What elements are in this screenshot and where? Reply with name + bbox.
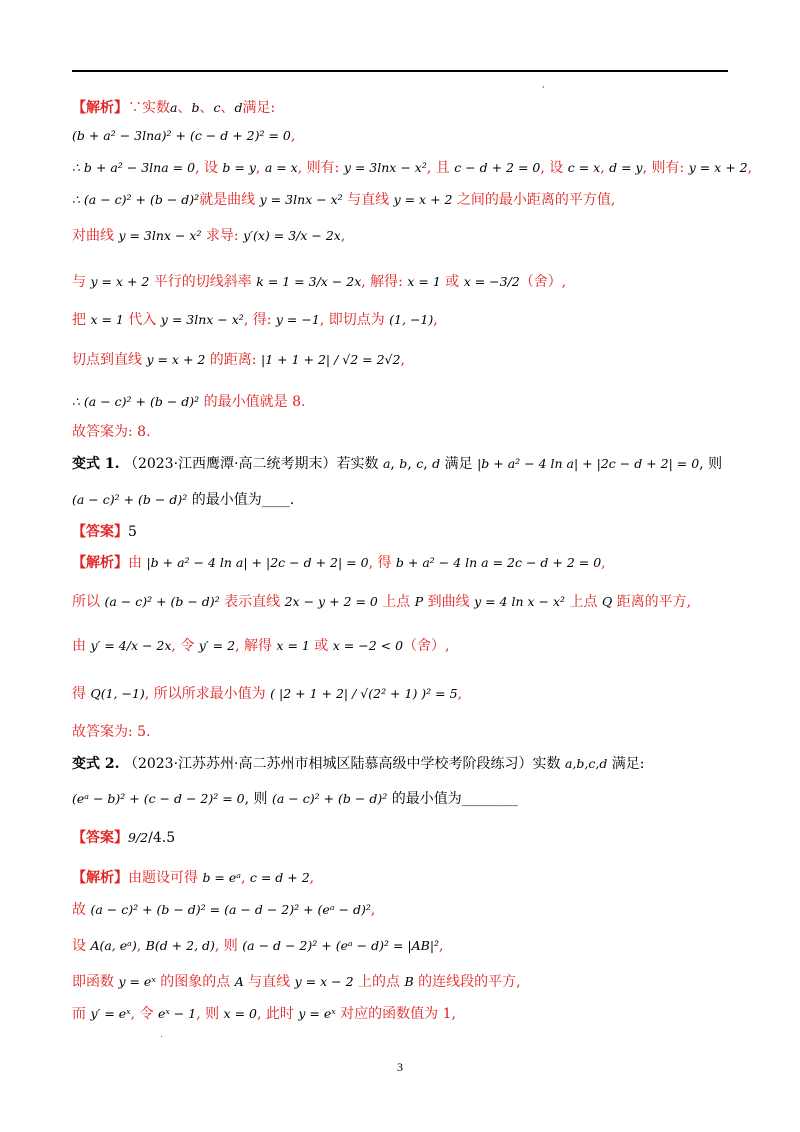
text-line [72, 972, 732, 992]
text-run: , [309, 870, 315, 886]
text-run: 所以 [72, 594, 105, 610]
math-expression: y′ = eˣ [90, 1006, 131, 1021]
text-run: 之间的最小距离的平方值, [452, 192, 616, 208]
math-expression: x = 1 [276, 638, 310, 653]
text-run: , [433, 312, 438, 328]
text-run: , 得: [243, 312, 276, 328]
math-expression: |b + a² − 4 ln a| + |2c − d + 2| = 0 [477, 456, 700, 471]
math-expression: (a − c)² + (b − d)² [72, 492, 188, 507]
math-expression: y′(x) = 3/x − 2x [243, 228, 341, 243]
text-run: 表示直线 [219, 594, 285, 610]
text-run: , [240, 870, 250, 886]
math-expression: y = x + 2 [146, 352, 206, 367]
text-line [72, 522, 732, 542]
text-run: （2023·江苏苏州·高二苏州市相城区陆慕高级中学校考阶段练习）实数 [119, 756, 565, 772]
math-expression: B [404, 974, 414, 989]
text-line [72, 272, 732, 292]
math-expression: y = x + 2 [90, 274, 150, 289]
math-expression: eˣ − 1 [157, 1006, 197, 1021]
math-expression: y = eˣ [298, 1006, 336, 1021]
math-expression: ∴ (a − c)² + (b − d)² [72, 192, 200, 207]
text-run: ∵实数 [128, 100, 170, 116]
text-run: , 则 [196, 1006, 224, 1022]
text-line [72, 553, 732, 573]
text-line [72, 754, 732, 774]
math-expression: c [213, 100, 221, 115]
header-rule [72, 70, 728, 72]
text-run: 、 [199, 100, 214, 116]
text-run: 故答案为: 8. [72, 424, 151, 440]
text-run: , [423, 456, 433, 472]
text-run: , [136, 938, 146, 954]
math-expression: x = −2 < 0 [332, 638, 404, 653]
math-expression: y′ = 4/x − 2x [90, 638, 172, 653]
text-run: 的距离: [205, 352, 261, 368]
text-run: , [390, 456, 400, 472]
text-run: , [370, 902, 376, 918]
text-run: 距离的平方, [612, 594, 692, 610]
text-run: 对应的函数值为 1, [335, 1006, 456, 1022]
math-expression: y = x − 2 [294, 974, 354, 989]
math-expression: x = 1 [407, 274, 441, 289]
text-run: 求导: [201, 228, 244, 244]
text-run: 得 [72, 686, 91, 702]
text-run: 【答案】 [72, 830, 128, 846]
text-run: 的最小值为________ [387, 791, 518, 807]
text-run: , 且 [426, 160, 455, 176]
math-expression: (b + a² − 3lna)² + (c − d + 2)² = 0 [72, 128, 291, 143]
text-line [72, 226, 732, 246]
text-line [72, 722, 732, 742]
math-expression: b [191, 100, 200, 115]
text-run: 对曲线 [72, 228, 119, 244]
text-run: 、 [177, 100, 192, 116]
text-run: , 令 [130, 1006, 158, 1022]
text-run: , 则 [214, 938, 243, 954]
text-run: 与直线 [243, 974, 295, 990]
text-run: 或 [440, 274, 464, 290]
math-expression: a [382, 456, 391, 471]
text-run: 5 [128, 524, 137, 540]
text-run: 而 [72, 1006, 91, 1022]
text-run: , [290, 128, 296, 144]
math-expression: Q(1, −1) [90, 686, 145, 701]
math-expression: A(a, eᵃ) [90, 938, 137, 953]
text-run: , [600, 160, 610, 176]
math-expression: y′ = 2 [198, 638, 236, 653]
text-line [72, 310, 732, 330]
math-expression: b + a² − 4 ln a = 2c − d + 2 = 0 [395, 555, 602, 570]
text-line [72, 1004, 732, 1024]
math-expression: y = x + 2 [688, 160, 748, 175]
text-run: 、 [220, 100, 235, 116]
text-run: 【答案】 [72, 524, 128, 540]
math-expression: A [234, 974, 244, 989]
text-run: , [747, 160, 753, 176]
text-run: 故答案为: 5. [72, 724, 151, 740]
math-expression: 9/2 [128, 830, 149, 845]
math-expression: y = 4 ln x − x² [474, 594, 566, 609]
text-run: 到曲线 [423, 594, 475, 610]
text-line [72, 392, 732, 412]
math-expression: x = −3/2 [463, 274, 520, 289]
header-mark: , [542, 80, 545, 90]
math-expression: b = eᵃ [202, 870, 241, 885]
math-expression: a [170, 100, 178, 115]
text-run: 【解析】 [72, 870, 128, 886]
math-expression: ∴ b + a² − 3lna = 0 [72, 160, 196, 175]
text-line [72, 190, 732, 210]
text-run: 满足 [440, 456, 478, 472]
text-run: , 则有: [297, 160, 344, 176]
text-run: , [340, 228, 346, 244]
text-run: 的最小值就是 8. [199, 394, 306, 410]
math-expression: y = 3lnx − x² [343, 160, 427, 175]
math-expression: y = −1 [275, 312, 320, 327]
text-line [72, 490, 732, 510]
math-expression: d = y [609, 160, 643, 175]
math-expression: y = eˣ [118, 974, 156, 989]
text-run: , [439, 938, 444, 954]
math-expression: y = 3lnx − x² [259, 192, 343, 207]
text-run: , [400, 352, 405, 368]
text-run: 变式 2. [72, 756, 120, 772]
text-run: 的最小值为____. [187, 492, 295, 508]
text-run: 或 [309, 638, 333, 654]
text-line [72, 936, 732, 956]
text-run: , 所以所求最小值为 [144, 686, 271, 702]
math-expression: a = x [264, 160, 298, 175]
text-run: , [255, 160, 265, 176]
math-expression: 2x − y + 2 = 0 [284, 594, 378, 609]
text-run: 设 [72, 938, 91, 954]
math-expression: c = x [567, 160, 601, 175]
math-expression: B(d + 2, d) [145, 938, 215, 953]
text-line [72, 900, 732, 920]
text-run: 平行的切线斜率 [149, 274, 257, 290]
text-run: 【解析】 [72, 555, 128, 571]
math-expression: x = 0 [223, 1006, 257, 1021]
math-expression: (a − d − 2)² + (eᵃ − d)² = |AB|² [242, 938, 440, 953]
text-run: , 令 [171, 638, 199, 654]
math-expression: (a − c)² + (b − d)² [272, 791, 388, 806]
text-run: 由 [72, 638, 91, 654]
text-run: , [601, 555, 606, 571]
text-line [72, 158, 753, 178]
math-expression: c = d + 2 [249, 870, 310, 885]
text-run: 上点 [377, 594, 415, 610]
text-run: 【解析】 [72, 100, 128, 116]
text-run: , [457, 686, 463, 702]
text-run: 把 [72, 312, 91, 328]
math-expression: |b + a² − 4 ln a| + |2c − d + 2| = 0 [146, 555, 369, 570]
text-run: 满足: [242, 100, 276, 116]
math-expression: x = 1 [90, 312, 124, 327]
text-run: （舍）, [403, 638, 450, 654]
footer-dot: . [160, 1030, 163, 1040]
math-expression: Q [601, 594, 613, 609]
text-run: 的连线段的平方, [413, 974, 521, 990]
math-expression: (eᵃ − b)² + (c − d − 2)² = 0 [72, 791, 245, 806]
text-run: 由 [128, 555, 147, 571]
text-run: , [407, 456, 417, 472]
text-run: 故 [72, 902, 91, 918]
math-expression: d [432, 456, 441, 471]
text-run: 上点 [565, 594, 602, 610]
math-expression: y = 3lnx − x² [118, 228, 202, 243]
text-line [72, 684, 732, 704]
math-expression: |1 + 1 + 2| / √2 = 2√2 [260, 352, 401, 367]
text-run: , 则有: [642, 160, 689, 176]
text-run: 的图象的点 [155, 974, 235, 990]
text-run: 与直线 [342, 192, 394, 208]
text-run: , 解得 [235, 638, 277, 654]
math-expression: y = 3lnx − x² [160, 312, 244, 327]
math-expression: (1, −1) [389, 312, 434, 327]
math-expression: P [414, 594, 424, 609]
text-run: 上的点 [353, 974, 405, 990]
text-line [72, 789, 732, 809]
math-expression: (a − c)² + (b − d)² = (a − d − 2)² + (eᵃ − d)² [90, 902, 371, 917]
math-expression: a,b,c,d [564, 756, 608, 771]
text-line [72, 636, 732, 656]
text-run: /4.5 [148, 830, 176, 846]
text-line [72, 98, 732, 118]
text-run: 就是曲线 [199, 192, 260, 208]
text-run: , 则 [244, 791, 272, 807]
text-run: 代入 [123, 312, 161, 328]
math-expression: ∴ (a − c)² + (b − d)² [72, 394, 200, 409]
math-expression: c − d + 2 = 0 [454, 160, 541, 175]
text-run: 与 [72, 274, 91, 290]
text-line [72, 868, 732, 888]
text-run: （舍）, [519, 274, 567, 290]
math-expression: (a − c)² + (b − d)² [104, 594, 220, 609]
text-run: 变式 1. [72, 456, 120, 472]
math-expression: ( |2 + 1 + 2| / √(2² + 1) )² = 5 [270, 686, 458, 701]
math-expression: c [416, 456, 424, 471]
text-run: , 即切点为 [319, 312, 390, 328]
text-run: 满足: [607, 756, 645, 772]
text-run: , 设 [540, 160, 568, 176]
math-expression: b = y [222, 160, 256, 175]
text-run: , 此时 [256, 1006, 299, 1022]
text-run: , 则 [699, 456, 723, 472]
math-expression: y = x + 2 [393, 192, 453, 207]
text-line [72, 422, 732, 442]
text-line [72, 454, 732, 474]
text-run: , 解得: [361, 274, 408, 290]
text-run: （2023·江西鹰潭·高二统考期末）若实数 [119, 456, 383, 472]
page-number: 3 [397, 1060, 403, 1074]
text-line [72, 126, 732, 146]
math-expression: b [399, 456, 408, 471]
text-run: 即函数 [72, 974, 119, 990]
text-run: 由题设可得 [128, 870, 203, 886]
text-run: , 得 [368, 555, 396, 571]
text-run: 切点到直线 [72, 352, 147, 368]
math-expression: k = 1 = 3/x − 2x [256, 274, 362, 289]
math-expression: d [234, 100, 243, 115]
text-run: , 设 [195, 160, 223, 176]
text-line [72, 350, 732, 370]
text-line [72, 592, 732, 612]
text-line [72, 828, 732, 848]
